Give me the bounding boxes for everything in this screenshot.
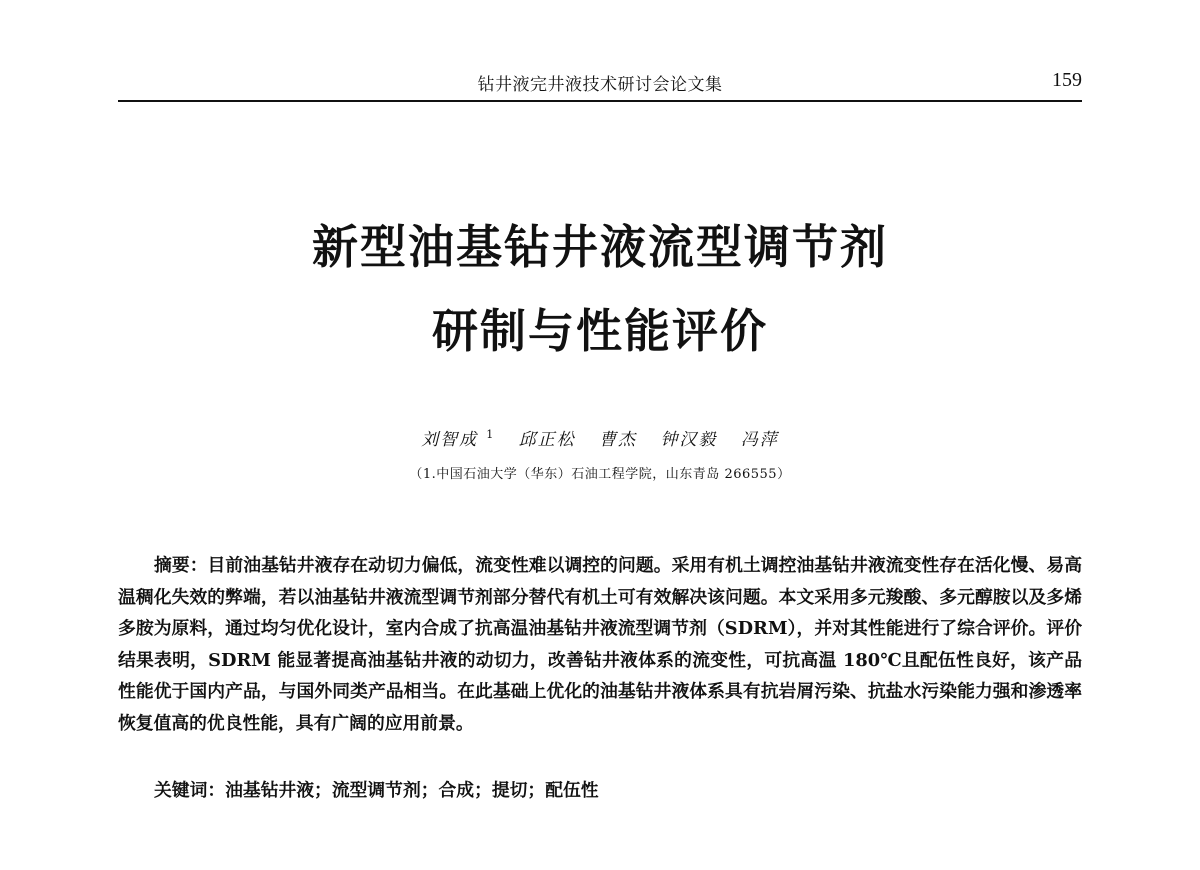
author-name: 钟汉毅 <box>660 430 718 450</box>
keywords-text: 油基钻井液；流型调节剂；合成；提切；配伍性 <box>225 780 599 801</box>
abstract-label: 摘要： <box>154 555 208 576</box>
author-name: 邱正松 <box>518 430 576 450</box>
keywords <box>154 775 599 807</box>
paper-title-line-2: 研制与性能评价 <box>432 304 768 358</box>
abstract <box>118 550 1082 739</box>
paper-title <box>0 205 1200 373</box>
abstract-text: 目前油基钻井液存在动切力偏低，流变性难以调控的问题。采用有机土调控油基钻井液流变性存在活化慢、易高温稠化失效的弊端，若以油基钻井液流型调节剂部分替代有机土可有效解决该问题。本文采用多元羧酸、多元醇胺以及多烯多胺为原料，通过均匀优化设计，室内合成了抗高温油基钻井液流型调节剂（SDRM），并对其性能进行了综合评价。评价结果表明，SDRM 能显著提高油基钻井液的动切力，改善钻井液体系的流变性，可抗高温 180℃且配伍性良好，该产品性能优于国内产品，与国外同类产品相当。在此基础上优化的油基钻井液体系具有抗岩屑污染、抗盐水污染能力强和渗透率恢复值高的优良性能，具有广阔的应用前景。 <box>118 555 1082 734</box>
header-rule <box>118 100 1082 102</box>
author-name: 刘智成 <box>421 430 479 450</box>
author-list <box>0 425 1200 450</box>
page-number: 159 <box>1052 69 1082 91</box>
author-affiliation-mark: 1 <box>486 428 496 442</box>
running-header <box>0 66 1200 102</box>
author-name: 曹杰 <box>599 430 637 450</box>
author-name: 冯萍 <box>740 430 779 450</box>
paper-title-line-1: 新型油基钻井液流型调节剂 <box>312 220 888 274</box>
keywords-label: 关键词： <box>154 780 226 801</box>
running-title: 钻井液完井液技术研讨会论文集 <box>477 75 723 95</box>
affiliation: （1.中国石油大学（华东）石油工程学院，山东青岛 266555） <box>409 467 791 482</box>
